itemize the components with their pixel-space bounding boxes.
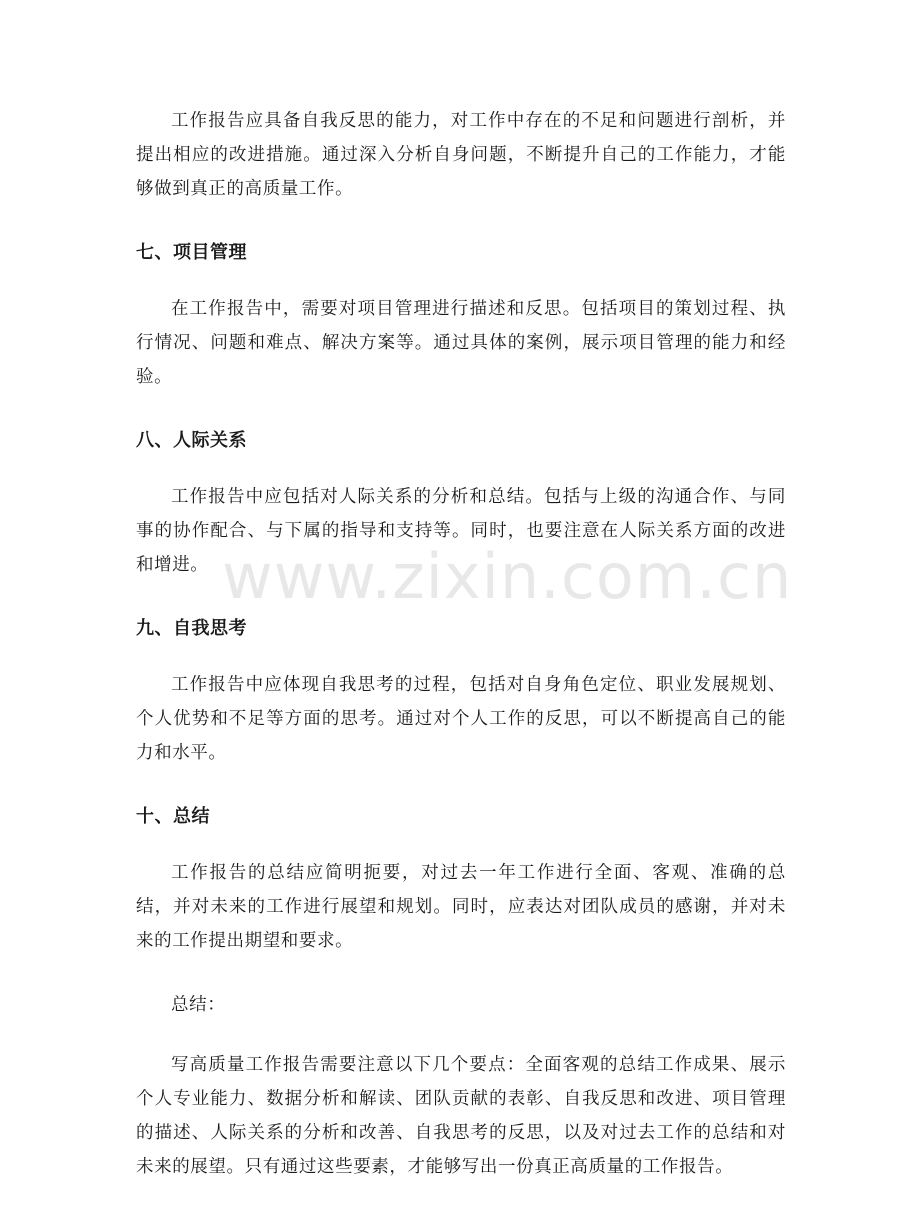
watermark-text: www.zixin.com.cn [222,540,793,613]
section-heading-interpersonal: 八、人际关系 [136,430,247,451]
document-body [136,104,786,1214]
section-body-conclusion: 工作报告的总结应简明扼要，对过去一年工作进行全面、客观、准确的总结，并对未来的工作进行展望和规划。同时，应表达对团队成员的感谢，并对未来的工作提出期望和要求。 [136,863,786,951]
section-heading-self-reflection: 九、自我思考 [136,618,247,639]
summary-paragraph: 写高质量工作报告需要注意以下几个要点：全面客观的总结工作成果、展示个人专业能力、数据分析和解读、团队贡献的表彰、自我反思和改进、项目管理的描述、人际关系的分析和改善、自我思考的反思，以及对过去工作的总结和对未来的展望。只有通过这些要素，才能够写出一份真正高质量的工作报告。 [136,1055,786,1177]
section-body-interpersonal: 工作报告中应包括对人际关系的分析和总结。包括与上级的沟通合作、与同事的协作配合、与下属的指导和支持等。同时，也要注意在人际关系方面的改进和增进。 [136,487,786,575]
intro-paragraph: 工作报告应具备自我反思的能力，对工作中存在的不足和问题进行剖析，并提出相应的改进措施。通过深入分析自身问题，不断提升自己的工作能力，才能够做到真正的高质量工作。 [136,111,786,199]
summary-label: 总结： [171,995,226,1015]
section-heading-project-management: 七、项目管理 [136,242,247,263]
section-body-self-reflection: 工作报告中应体现自我思考的过程，包括对自身角色定位、职业发展规划、个人优势和不足等方面的思考。通过对个人工作的反思，可以不断提高自己的能力和水平。 [136,675,786,763]
section-heading-conclusion: 十、总结 [136,806,210,827]
section-body-project-management: 在工作报告中，需要对项目管理进行描述和反思。包括项目的策划过程、执行情况、问题和难点、解决方案等。通过具体的案例，展示项目管理的能力和经验。 [136,299,786,387]
